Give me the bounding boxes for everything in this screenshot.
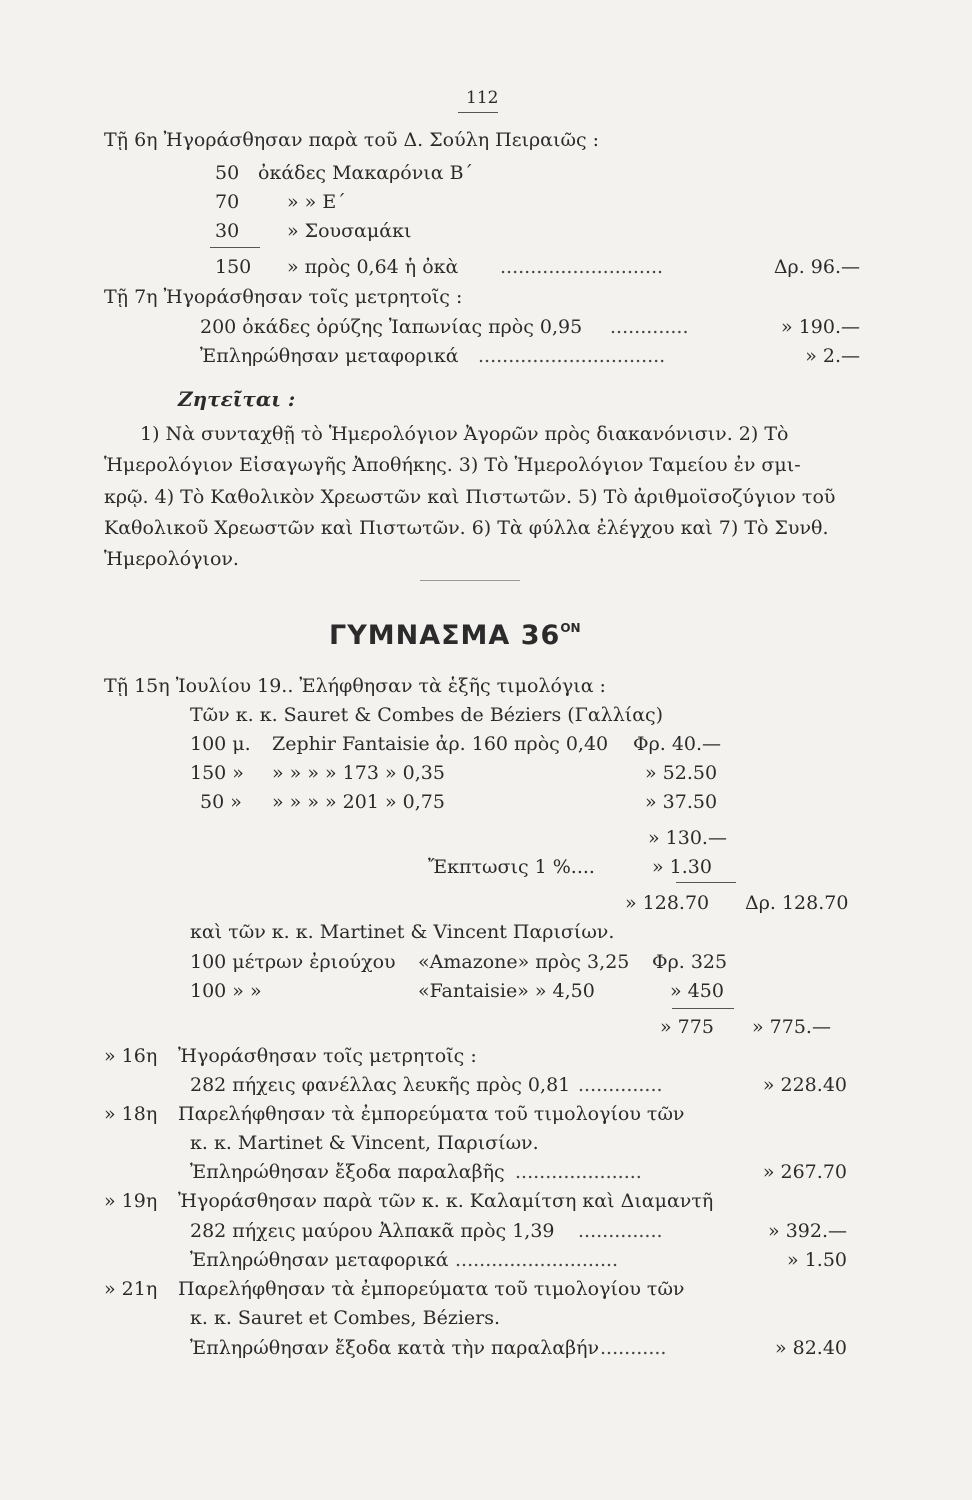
- sum-rule: [672, 1008, 734, 1009]
- s2-row-amount: Φρ. 40.—: [633, 733, 722, 755]
- s3-day: » 18η: [104, 1103, 158, 1125]
- leader-dots: .....................: [515, 1161, 642, 1183]
- paragraph-line: 1) Νὰ συνταχθῇ τὸ Ἡμερολόγιον Ἀγορῶν πρὸς διακανόνισιν. 2) Τὸ: [140, 423, 789, 445]
- s3-amount: » 228.40: [762, 1074, 847, 1096]
- s3-day: » 16η: [104, 1045, 158, 1067]
- s2-row-desc: Zephir Fantaisie ἀρ. 160 πρὸς 0,40: [272, 733, 609, 755]
- s2-line-1: Τῇ 15η Ἰουλίου 19.. Ἐλήφθησαν τὰ ἑξῆς τιμολόγια :: [104, 675, 606, 697]
- s3-text: 282 πήχεις φανέλλας λευκῆς πρὸς 0,81: [190, 1074, 571, 1096]
- leader-dots: ...........................: [455, 1249, 619, 1271]
- s1-line-8: 200 ὀκάδες ὀρύζης Ἰαπωνίας πρὸς 0,95: [200, 316, 583, 338]
- sum-rule: [210, 247, 260, 248]
- s3-text: Ἐπληρώθησαν ἔξοδα παραλαβῆς: [190, 1161, 505, 1183]
- s3-amount: » 82.40: [774, 1337, 847, 1359]
- s3-day: » 19η: [104, 1190, 158, 1212]
- net-total: Δρ. 128.70: [745, 892, 849, 914]
- exercise-heading: [329, 622, 581, 649]
- leader-dots: ..............: [578, 1220, 663, 1242]
- s3-amount: » 267.70: [762, 1161, 847, 1183]
- s3-text: Ἠγοράσθησαν παρὰ τῶν κ. κ. Καλαμίτση καὶ Διαμαντῆ: [178, 1190, 714, 1212]
- page-number: 112: [466, 88, 499, 108]
- s2-row-desc: » » » » 201 » 0,75: [272, 791, 445, 813]
- m-row-item: «Amazone» πρὸς 3,25: [418, 951, 630, 973]
- paragraph-line: Ἡμερολόγιον Εἰσαγωγῆς Ἀποθήκης. 3) Τὸ Ἡμερολόγιον Ταμείου ἐν σμι-: [104, 454, 801, 476]
- leader-dots: ...............................: [478, 345, 666, 367]
- m-row-desc: 100 » »: [190, 980, 262, 1002]
- sum-rule: [676, 882, 736, 883]
- s1-line-9: Ἐπληρώθησαν μεταφορικά: [200, 345, 459, 367]
- m-row-amount: Φρ. 325: [652, 951, 728, 973]
- s1-item-qty: 30: [215, 220, 240, 242]
- s3-text: Παρελήφθησαν τὰ ἐμπορεύματα τοῦ τιμολογίου τῶν: [178, 1103, 685, 1125]
- leader-dots: ...........................: [500, 256, 664, 278]
- s2-subtotal: » 130.—: [648, 827, 727, 849]
- s2-row-amount: » 52.50: [645, 762, 718, 784]
- s1-item-desc: » » Ε΄: [287, 191, 346, 213]
- m-row-item: «Fantaisie» » 4,50: [418, 980, 595, 1002]
- martinet-line: καὶ τῶν κ. κ. Martinet & Vincent Παρισίων.: [190, 921, 615, 943]
- s1-total-amount: Δρ. 96.—: [773, 256, 860, 278]
- s3-text: κ. κ. Sauret et Combes, Béziers.: [190, 1307, 501, 1329]
- s2-row-amount: » 37.50: [645, 791, 718, 813]
- s1-line-1: Τῇ 6η Ἠγοράσθησαν παρὰ τοῦ Δ. Σούλη Πειραιῶς :: [104, 129, 600, 151]
- leader-dots: ...........: [600, 1337, 667, 1359]
- paragraph-line: Ἡμερολόγιον.: [104, 548, 239, 570]
- s1-total-desc: » πρὸς 0,64 ἡ ὀκὰ: [287, 256, 459, 278]
- s1-item-desc: ὀκάδες Μακαρόνια Β΄: [258, 162, 474, 184]
- m-sum: » 775: [660, 1016, 714, 1038]
- page-number-rule: [458, 112, 498, 113]
- paragraph-line: Καθολικοῦ Χρεωστῶν καὶ Πιστωτῶν. 6) Τὰ φύλλα ἐλέγχου καὶ 7) Τὸ Συνθ.: [104, 517, 829, 539]
- s1-total-qty: 150: [215, 256, 252, 278]
- s2-row-qty: 100 μ.: [190, 733, 251, 755]
- s3-text: 282 πήχεις μαύρου Ἀλπακᾶ πρὸς 1,39: [190, 1220, 555, 1242]
- m-total: » 775.—: [752, 1016, 831, 1038]
- discount-amount: » 1.30: [652, 856, 712, 878]
- s1-line-8-amount: » 190.—: [781, 316, 860, 338]
- s3-text: κ. κ. Martinet & Vincent, Παρισίων.: [190, 1132, 539, 1154]
- s1-line-7: Τῇ 7η Ἠγοράσθησαν τοῖς μετρητοῖς :: [104, 286, 463, 308]
- leader-dots: ..............: [578, 1074, 663, 1096]
- s2-row-desc: » » » » 173 » 0,35: [272, 762, 445, 784]
- m-row-desc: 100 μέτρων ἐριούχου: [190, 951, 396, 973]
- heading-sup: ΟΝ: [560, 621, 581, 635]
- s2-line-2: Τῶν κ. κ. Sauret & Combes de Béziers (Γαλλίας): [190, 704, 664, 726]
- s3-text: Ἠγοράσθησαν τοῖς μετρητοῖς :: [178, 1045, 477, 1067]
- s1-line-9-amount: » 2.—: [805, 345, 860, 367]
- zeteitai-label: Ζητεῖται :: [178, 387, 296, 411]
- section-divider: [420, 580, 520, 581]
- heading-main: ΓΥΜΝΑΣΜΑ 36: [329, 620, 561, 651]
- s3-text: Παρελήφθησαν τὰ ἐμπορεύματα τοῦ τιμολογίου τῶν: [178, 1278, 685, 1300]
- s3-text: Ἐπληρώθησαν μεταφορικά: [190, 1249, 449, 1271]
- paragraph-line: κρῷ. 4) Τὸ Καθολικὸν Χρεωστῶν καὶ Πιστωτῶν. 5) Τὸ ἀριθμοϊσοζύγιον τοῦ: [104, 486, 836, 508]
- m-row-amount: » 450: [670, 980, 724, 1002]
- discount-label: Ἔκπτωσις 1 %....: [428, 856, 595, 878]
- net-amount: » 128.70: [625, 892, 710, 914]
- s1-item-qty: 70: [215, 191, 240, 213]
- s1-item-desc: » Σουσαμάκι: [287, 220, 412, 242]
- s3-amount: » 392.—: [768, 1220, 847, 1242]
- s3-amount: » 1.50: [787, 1249, 847, 1271]
- s2-row-qty: 50 »: [200, 791, 242, 813]
- s1-item-qty: 50: [215, 162, 240, 184]
- s3-day: » 21η: [104, 1278, 158, 1300]
- leader-dots: .............: [610, 316, 689, 338]
- s3-text: Ἐπληρώθησαν ἔξοδα κατὰ τὴν παραλαβήν: [190, 1337, 600, 1359]
- s2-row-qty: 150 »: [190, 762, 244, 784]
